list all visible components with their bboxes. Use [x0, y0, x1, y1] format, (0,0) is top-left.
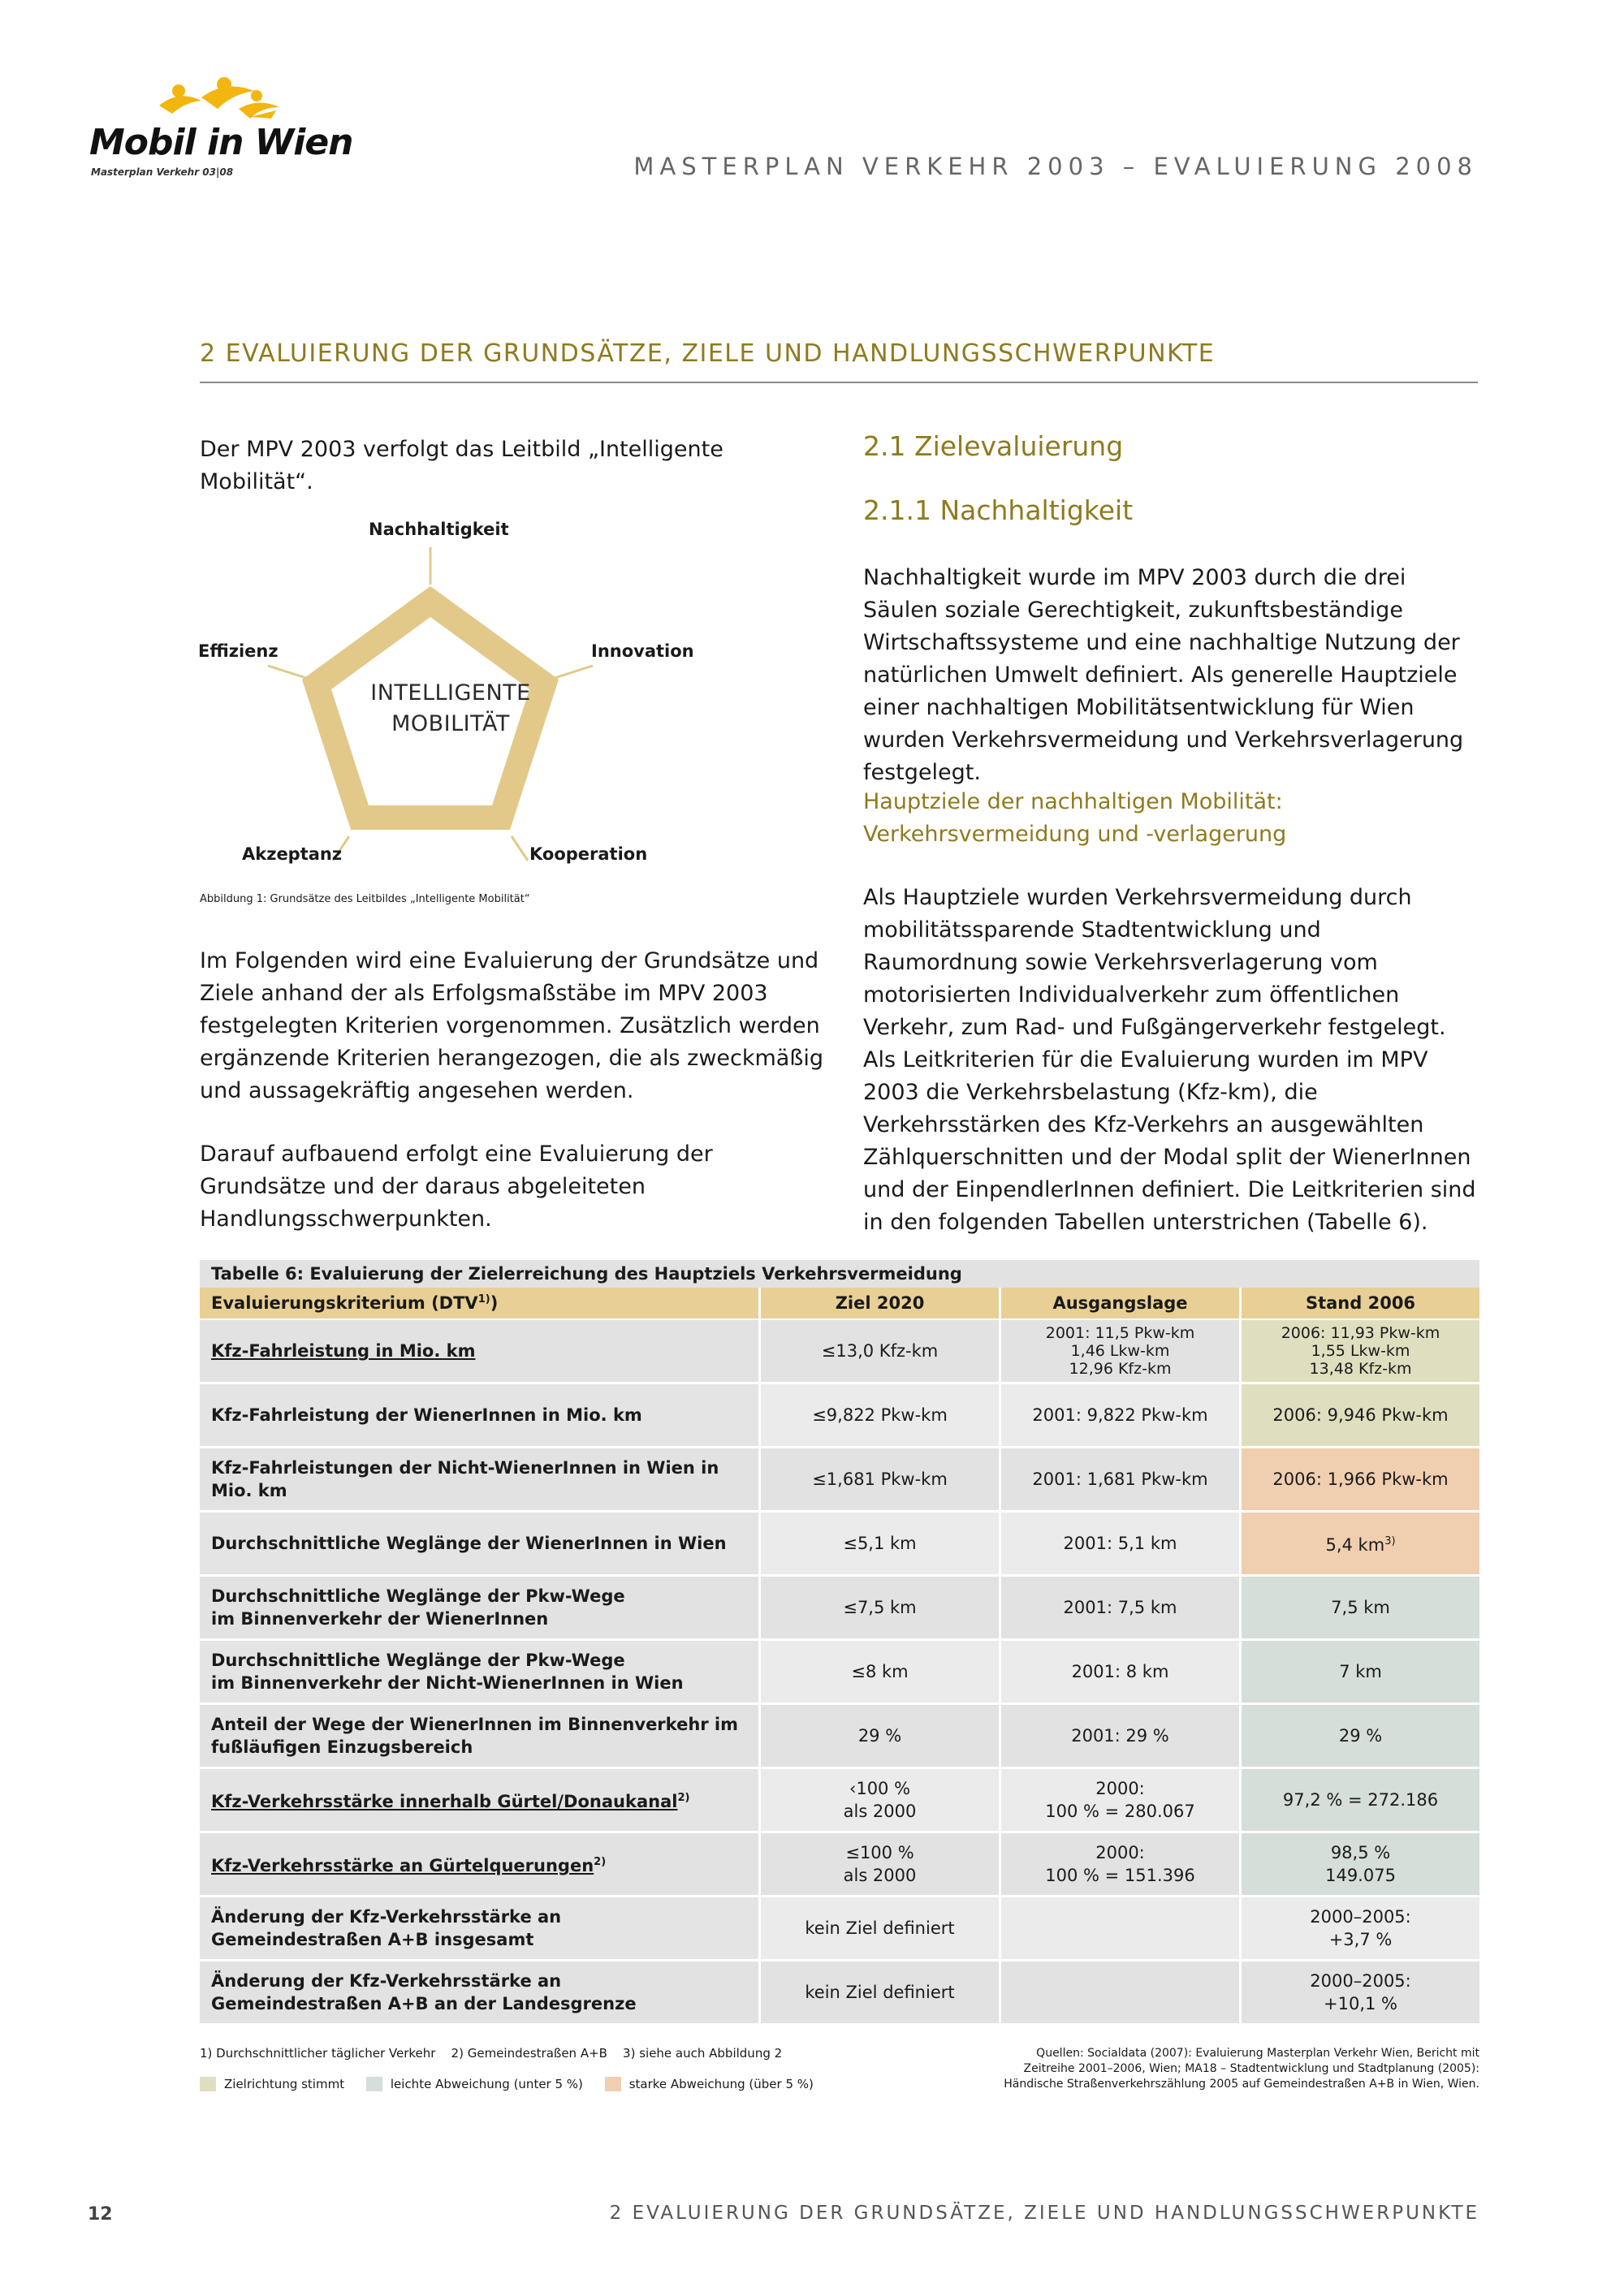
legend-blue: leichte Abweichung (unter 5 %) [366, 2077, 583, 2091]
table-row: Durchschnittliche Weglänge der WienerInnen in Wien ≤5,1 km 2001: 5,1 km 5,4 $km^{3)}$ [200, 1513, 1479, 1577]
logo-subtitle: Masterplan Verkehr 03|08 [91, 166, 234, 178]
section-heading: 2 EVALUIERUNG DER GRUNDSÄTZE, ZIELE UND HANDLUNGSSCHWERPUNKTE [200, 339, 1216, 368]
header-title: MASTERPLAN VERKEHR 2003 – EVALUIERUNG 2008 [633, 153, 1478, 180]
table-row: Durchschnittliche Weglänge der Pkw-Wege im Binnenverkehr der Nicht-WienerInnen in Wien ≤8 km 2001: 8 km 7 km [200, 1641, 1479, 1705]
table-header-row [200, 1288, 1479, 1320]
footnote-3: 3) siehe auch Abbildung 2 [623, 2046, 783, 2061]
legend-green: Zielrichtung stimmt [200, 2077, 344, 2091]
left-paragraph-1: Im Folgenden wird eine Evaluierung der Grundsätze und Ziele anhand der als Erfolgsmaßstäbe im MPV 2003 festgelegten Kriterien vorgenommen. Zusätzlich werden ergänzende Kriterien herangezogen, die als zweckmäßig und aussagekräftig angesehen werden. [200, 948, 823, 1103]
section-divider [200, 382, 1478, 383]
subheading-line2: Verkehrsvermeidung und -verlagerung [863, 822, 1287, 847]
table-row: Änderung der Kfz-Verkehrsstärke an Gemeindestraßen A+B insgesamt kein Ziel definiert 2000–2005: +3,7 % [200, 1897, 1479, 1962]
table-row: Kfz-Verkehrsstärke an Gürtelquerungen$^{2)}$ ≤100 % als 2000 2000: 100 % = 151.396 98,5 % 149.075 [200, 1833, 1479, 1897]
heading-2-1-1: 2.1.1 Nachhaltigkeit [863, 494, 1134, 526]
legend-orange: starke Abweichung (über 5 %) [605, 2077, 814, 2091]
legend-swatch-orange [605, 2077, 621, 2091]
diagram-center-line1: INTELLIGENTE [370, 680, 531, 706]
intro-text: Der MPV 2003 verfolgt das Leitbild „Intelligente Mobilität“. [200, 437, 723, 494]
page-number: 12 [88, 2204, 113, 2225]
table-legend [200, 2077, 831, 2095]
footnote-1: 1) Durchschnittlicher täglicher Verkehr [200, 2046, 436, 2061]
table-footnotes [200, 2046, 782, 2061]
table-row: Kfz-Fahrleistung der WienerInnen in Mio. km ≤9,822 Pkw-km 2001: 9,822 Pkw-km 2006: 9,946 Pkw-km [200, 1384, 1479, 1448]
diagram-label-nachhaltigkeit: Nachhaltigkeit [369, 520, 509, 539]
diagram-label-akzeptanz: Akzeptanz [242, 844, 343, 864]
figure-caption: Abbildung 1: Grundsätze des Leitbildes „Intelligente Mobilität“ [200, 893, 530, 905]
subheading-line1: Hauptziele der nachhaltigen Mobilität: [863, 789, 1283, 814]
header-target: Ziel 2020 [758, 1288, 999, 1320]
left-paragraph-2: Darauf aufbauend erfolgt eine Evaluierung der Grundsätze und der daraus abgeleiteten Handlungsschwerpunkten. [200, 1142, 713, 1232]
spoke-right [552, 666, 593, 679]
spoke-bottom-right [512, 836, 528, 861]
legend-swatch-green [200, 2077, 216, 2091]
legend-swatch-blue [366, 2077, 382, 2091]
table-row: Anteil der Wege der WienerInnen im Binnenverkehr im fußläufigen Einzugsbereich 29 % 2001: 29 % 29 % [200, 1705, 1479, 1769]
table-caption: Tabelle 6: Evaluierung der Zielerreichung des Hauptziels Verkehrsvermeidung [200, 1260, 1479, 1288]
diagram-label-innovation: Innovation [591, 641, 694, 661]
header-status: Stand 2006 [1239, 1288, 1479, 1320]
table-caption-row [200, 1260, 1479, 1288]
spoke-left [268, 666, 309, 679]
table-row: Kfz-Fahrleistung in Mio. km ≤13,0 Kfz-km 2001: 11,5 Pkw-km 1,46 Lkw-km 12,96 Kfz-km 2006: 11,93 Pkw-km 1,55 Lkw-km 13,48 Kfz-km [200, 1320, 1479, 1384]
table-sources: Quellen: Socialdata (2007): Evaluierung Masterplan Verkehr Wien, Bericht mit Zeitreihe 2001–2006, Wien; MA18 – Stadtentwicklung und Stadtplanung (2005): Händische Straßenverkehrszählung 2005 auf Gemeindestraßen A+B in Wien, Wien. [1004, 2047, 1479, 2091]
footer-title: 2 EVALUIERUNG DER GRUNDSÄTZE, ZIELE UND HANDLUNGSSCHWERPUNKTE [609, 2203, 1479, 2224]
evaluation-table [200, 1260, 1479, 2026]
diagram-center-line2: MOBILITÄT [391, 711, 510, 736]
header-baseline: Ausgangslage [999, 1288, 1239, 1320]
right-paragraph-1: Nachhaltigkeit wurde im MPV 2003 durch die drei Säulen soziale Gerechtigkeit, zukunftsbeständige Wirtschaftssysteme und eine nachhaltige Nutzung der natürlichen Umwelt definiert. Als generelle Hauptziele einer nachhaltigen Mobilitätsentwicklung für Wien wurden Verkehrsvermeidung und Verkehrsverlagerung festgelegt. [863, 565, 1464, 785]
table-row: Durchschnittliche Weglänge der Pkw-Wege im Binnenverkehr der WienerInnen ≤7,5 km 2001: 7,5 km 7,5 km [200, 1577, 1479, 1641]
heading-2-1: 2.1 Zielevaluierung [863, 430, 1124, 462]
table-row: Kfz-Fahrleistungen der Nicht-WienerInnen in Wien in Mio. km ≤1,681 Pkw-km 2001: 1,681 Pkw-km 2006: 1,966 Pkw-km [200, 1448, 1479, 1513]
diagram-label-effizienz: Effizienz [198, 641, 279, 661]
pentagon-shape [302, 586, 559, 830]
header-criterion: Evaluierungskriterium (DTV$^{1)}$) [200, 1288, 758, 1320]
logo-title: Mobil in Wien [89, 122, 353, 163]
table-row: Kfz-Verkehrsstärke innerhalb Gürtel/Donaukanal$^{2)}$ ‹100 % als 2000 2000: 100 % = 280.067 97,2 % = 272.186 [200, 1769, 1479, 1833]
subheading [863, 786, 1480, 851]
right-paragraph-2: Als Hauptziele wurden Verkehrsvermeidung durch mobilitätssparende Stadtentwicklung und Raumordnung sowie Verkehrsverlagerung vom motorisierten Individualverkehr zum öffentlichen Verkehr, zum Rad- und Fußgängerverkehr festgelegt. Als Leitkriterien für die Evaluierung wurden im MPV 2003 die Verkehrsbelastung (Kfz-km), die Verkehrsstärken des Kfz-Verkehrs an ausgewählten Zählquerschnitten und der Modal split der WienerInnen und der EinpendlerInnen definiert. Die Leitkriterien sind in den folgenden Tabellen unterstrichen (Tabelle 6). [863, 885, 1476, 1235]
diagram-label-kooperation: Kooperation [529, 844, 648, 864]
footnote-2: 2) Gemeindestraßen A+B [451, 2046, 607, 2061]
table-row: Änderung der Kfz-Verkehrsstärke an Gemeindestraßen A+B an der Landesgrenze kein Ziel definiert 2000–2005: +10,1 % [200, 1962, 1479, 2026]
logo-figures-icon [159, 77, 279, 119]
